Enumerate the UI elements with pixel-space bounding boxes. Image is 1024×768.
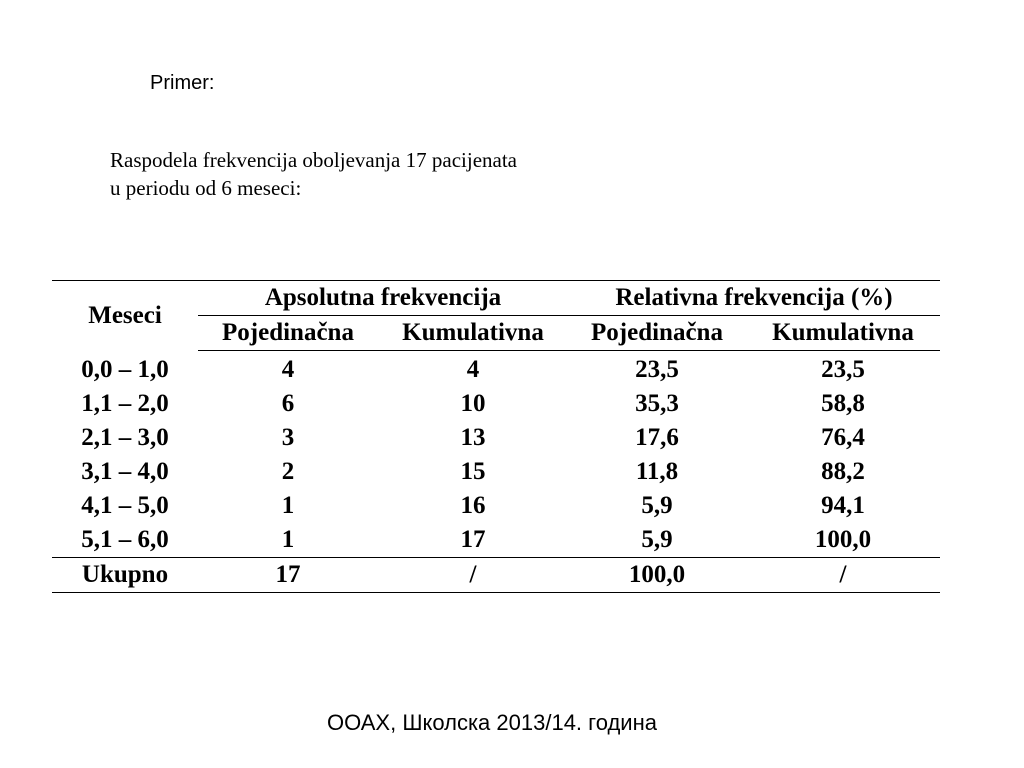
cell-total-rel-cumulative: /: [746, 558, 940, 593]
cell-rel-single: 23,5: [635, 356, 679, 383]
subheader-abs-cumulative: Kumulativna: [378, 316, 568, 351]
cell-total-label: Ukupno: [52, 558, 198, 593]
table-row: [52, 455, 940, 489]
caption-line-2: u periodu od 6 meseci:: [110, 176, 302, 200]
table-total-row: [52, 558, 940, 593]
cell-range: 0,0 – 1,0: [81, 355, 169, 383]
slide-footer: ООАХ, Школска 2013/14. година: [327, 710, 657, 735]
cell-rel-cumulative: 100,0: [814, 526, 872, 553]
cell-rel-single: 5,9: [641, 526, 673, 553]
table-header-row: [52, 281, 940, 316]
cell-total-rel-single: 100,0: [568, 558, 746, 593]
cell-abs-single: 6: [281, 390, 295, 417]
slide-heading: Primer:: [150, 72, 215, 94]
cell-abs-cumulative: 4: [466, 356, 480, 383]
cell-range: 5,1 – 6,0: [81, 526, 169, 553]
table-row: [52, 387, 940, 421]
cell-abs-cumulative: 13: [460, 424, 486, 451]
cell-range: 1,1 – 2,0: [81, 390, 169, 417]
cell-abs-single: 1: [281, 492, 295, 519]
cell-rel-cumulative: 76,4: [821, 424, 865, 451]
cell-rel-cumulative: 94,1: [821, 492, 865, 519]
caption-line-1: Raspodela frekvencija oboljevanja 17 pacijenata: [110, 148, 517, 172]
header-absolute-frequency: Apsolutna frekvencija: [198, 281, 568, 316]
cell-rel-single: 35,3: [635, 390, 679, 417]
cell-rel-cumulative: 23,5: [821, 356, 865, 383]
cell-total-abs-cumulative: /: [378, 558, 568, 593]
cell-range: 3,1 – 4,0: [81, 458, 169, 485]
table-row: [52, 421, 940, 455]
header-relative-frequency: Relativna frekvencija (%): [568, 281, 940, 316]
cell-rel-cumulative: 58,8: [821, 390, 865, 417]
table-caption: [110, 146, 517, 202]
table-row: [52, 351, 940, 388]
frequency-table: [52, 280, 940, 593]
cell-abs-cumulative: 17: [460, 526, 486, 553]
cell-abs-single: 2: [281, 458, 295, 485]
table-row: [52, 523, 940, 558]
cell-rel-single: 11,8: [635, 458, 679, 485]
cell-rel-single: 17,6: [635, 424, 679, 451]
cell-abs-single: 3: [281, 424, 295, 451]
header-meseci: Meseci: [52, 281, 198, 351]
cell-rel-cumulative: 88,2: [821, 458, 865, 485]
cell-range: 4,1 – 5,0: [81, 492, 169, 519]
cell-abs-single: 1: [281, 526, 295, 553]
table-row: [52, 489, 940, 523]
cell-abs-single: 4: [281, 356, 295, 383]
cell-range: 2,1 – 3,0: [81, 424, 169, 451]
cell-abs-cumulative: 15: [460, 458, 486, 485]
subheader-rel-cumulative: Kumulativna: [746, 316, 940, 351]
subheader-rel-single: Pojedinačna: [568, 316, 746, 351]
subheader-abs-single: Pojedinačna: [198, 316, 378, 351]
cell-abs-cumulative: 10: [460, 390, 486, 417]
cell-total-abs-single: 17: [198, 558, 378, 593]
cell-abs-cumulative: 16: [460, 492, 486, 519]
cell-rel-single: 5,9: [641, 492, 673, 519]
